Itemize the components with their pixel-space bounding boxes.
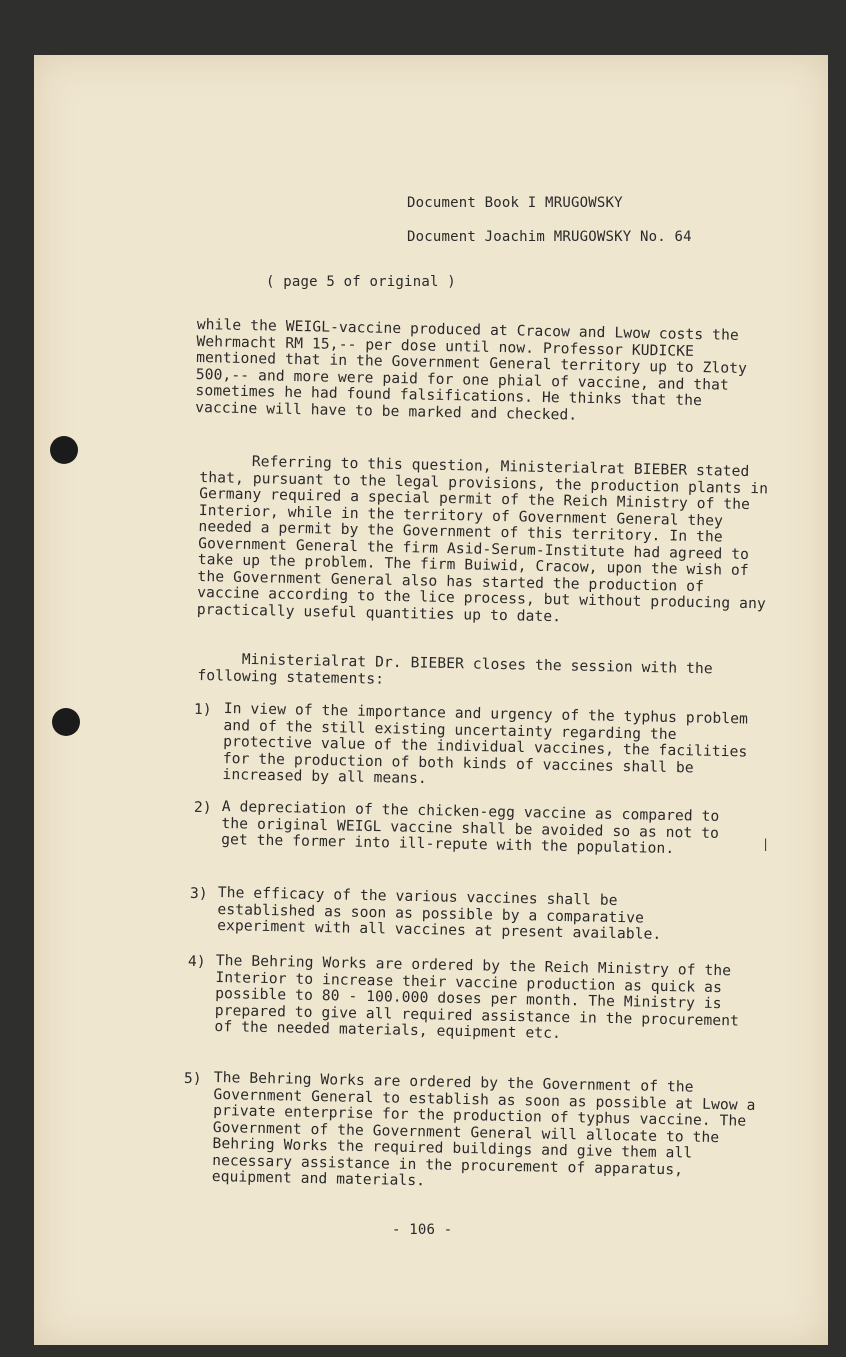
paragraph-3-text: Ministerialrat Dr. BIEBER closes the session with the following statements: xyxy=(197,650,713,688)
item-2-text: A depreciation of the chicken-egg vaccine as compared to the original WEIGL vaccine shall be avoided so as not to get the former into ill-repute with the population. xyxy=(221,798,720,858)
item-5-number: 5) xyxy=(183,1069,202,1088)
item-4-number: 4) xyxy=(187,952,206,971)
doc-book-line: Document Book I MRUGOWSKY xyxy=(407,195,623,211)
punch-hole-bottom xyxy=(52,708,80,736)
item-5-text: The Behring Works are ordered by the Government of the Government General to establish as soon as possible at Lwow a private enterprise for the production of typhus vaccine. The Government of the Government General will allocate to the Behring Works the required buildings and give them all necessary assistance in the procurement of apparatus, equipment and materials. xyxy=(211,1069,756,1190)
paragraph-3 xyxy=(197,651,730,695)
item-3-number: 3) xyxy=(189,884,208,903)
item-3-text: The efficacy of the various vaccines shall be established as soon as possible by a comparative experiment with all vaccines at present available. xyxy=(217,884,662,943)
paragraph-2-text: Referring to this question, Ministerialrat BIEBER stated that, pursuant to the legal provisions, the production plants in Germany required a special permit of the Reich Ministry of the Interior, while in the territory of Government General they needed a permit by the Government of this territory. In the Government General the firm Asid-Serum-Institute had agreed to take up the problem. The firm Buiwid, Cracow, upon the wish of the Government General also has started the production of vaccine according to the lice process, but without producing any practically useful quantities up to date. xyxy=(196,453,769,625)
doc-ref-line: Document Joachim MRUGOWSKY No. 64 xyxy=(407,229,692,245)
item-1-number: 1) xyxy=(193,700,212,719)
margin-tick: | xyxy=(762,837,770,851)
page-number: - 106 - xyxy=(392,1222,453,1238)
paragraph-2 xyxy=(197,453,774,629)
punch-hole-top xyxy=(50,436,78,464)
item-4-text: The Behring Works are ordered by the Reich Ministry of the Interior to increase their vaccine production as quick as possible to 80 - 100.000 doses per month. The Ministry is prepared to give all required assistance in the procurement of the needed materials, equipment etc. xyxy=(214,952,740,1042)
paragraph-1 xyxy=(195,317,759,427)
page-ref-line: ( page 5 of original ) xyxy=(266,274,456,290)
item-2-number: 2) xyxy=(193,798,212,817)
paragraph-1-text: while the WEIGL-vaccine produced at Cracow and Lwow costs the Wehrmacht RM 15,-- per dose until now. Professor KUDICKE mentioned that in the Government General territory up to Zloty 500,-- and more were paid for one phial of vaccine, and that sometimes he had found falsifications. He thinks that the vaccine will have to be marked and checked. xyxy=(195,316,748,424)
item-1-text: In view of the importance and urgency of the typhus problem and of the still existing uncertainty regarding the protective value of the individual vaccines, the facilities for the production of both kinds of vaccines shall be increased by all means. xyxy=(222,700,749,788)
document-page xyxy=(34,55,828,1345)
